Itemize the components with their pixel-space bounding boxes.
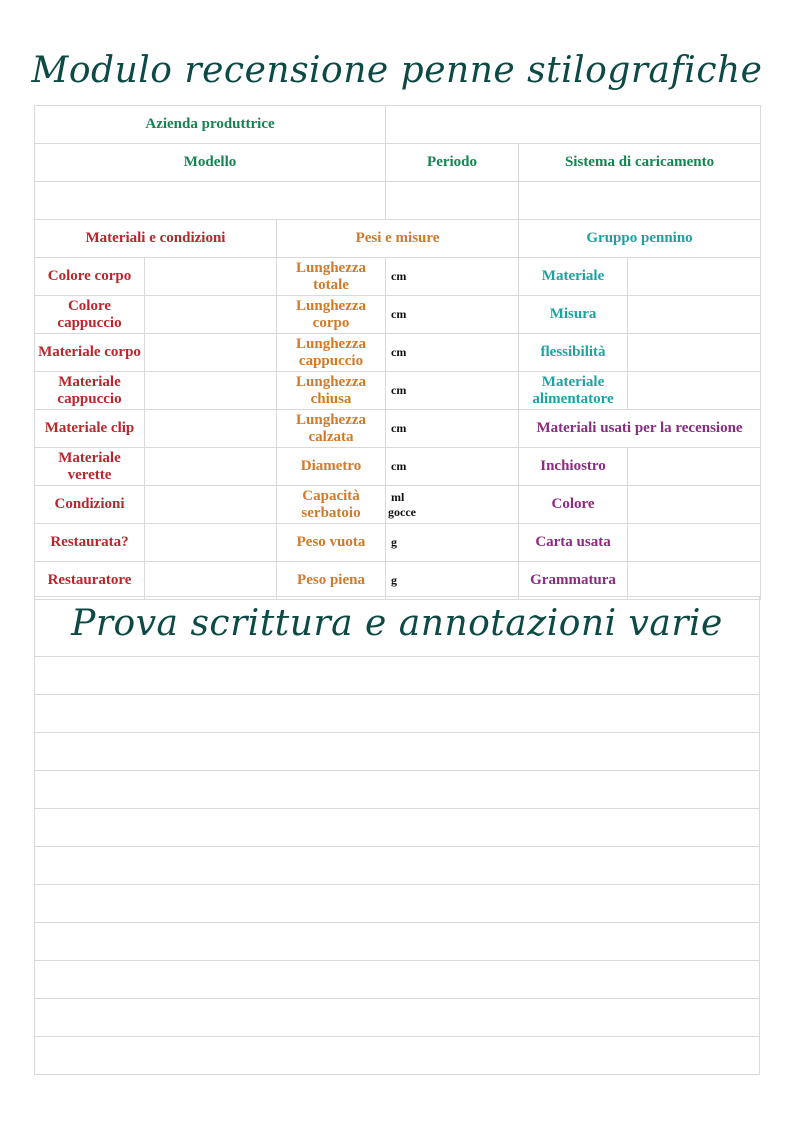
label-lunghezza-calzata: Lunghezza calzata xyxy=(277,410,386,448)
label-peso-piena: Peso piena xyxy=(277,562,386,600)
writing-lines-table xyxy=(34,596,760,1075)
input-modello[interactable] xyxy=(35,182,386,220)
writing-line[interactable] xyxy=(35,809,760,847)
page-title: Modulo recensione penne stilografiche xyxy=(31,50,763,91)
unit-label: cm xyxy=(391,269,407,283)
label-condizioni: Condizioni xyxy=(35,486,145,524)
label-sistema: Sistema di caricamento xyxy=(519,144,761,182)
label-grammatura: Grammatura xyxy=(519,562,628,600)
input-lunghezza-corpo[interactable] xyxy=(386,296,519,334)
input-colore-inchiostro[interactable] xyxy=(628,486,761,524)
input-inchiostro[interactable] xyxy=(628,448,761,486)
section-gruppo: Gruppo pennino xyxy=(519,220,761,258)
input-restaurata[interactable] xyxy=(145,524,277,562)
unit-label: g xyxy=(391,535,398,549)
input-colore-corpo[interactable] xyxy=(145,258,277,296)
input-flessibilita[interactable] xyxy=(628,334,761,372)
writing-line[interactable] xyxy=(35,1037,760,1075)
writing-line[interactable] xyxy=(35,657,760,695)
label-colore-corpo: Colore corpo xyxy=(35,258,145,296)
label-materiale-verette: Materiale verette xyxy=(35,448,145,486)
input-lunghezza-chiusa[interactable] xyxy=(386,372,519,410)
unit-label-ml: ml xyxy=(391,489,405,504)
input-materiale-verette[interactable] xyxy=(145,448,277,486)
writing-line[interactable] xyxy=(35,733,760,771)
input-azienda[interactable] xyxy=(386,106,761,144)
label-lunghezza-cappuccio: Lunghezza cappuccio xyxy=(277,334,386,372)
writing-line[interactable] xyxy=(35,961,760,999)
label-lunghezza-corpo: Lunghezza corpo xyxy=(277,296,386,334)
section-materiali-recensione: Materiali usati per la recensione xyxy=(519,410,761,448)
input-pennino-materiale[interactable] xyxy=(628,258,761,296)
label-materiale-clip: Materiale clip xyxy=(35,410,145,448)
input-materiale-cappuccio[interactable] xyxy=(145,372,277,410)
input-diametro[interactable] xyxy=(386,448,519,486)
label-colore-inchiostro: Colore xyxy=(519,486,628,524)
label-lunghezza-chiusa: Lunghezza chiusa xyxy=(277,372,386,410)
input-capacita-serbatoio[interactable] xyxy=(386,486,519,524)
label-capacita-serbatoio: Capacità serbatoio xyxy=(277,486,386,524)
writing-line[interactable] xyxy=(35,847,760,885)
input-carta-usata[interactable] xyxy=(628,524,761,562)
unit-label: cm xyxy=(391,307,407,321)
label-colore-cappuccio: Colore cappuccio xyxy=(35,296,145,334)
input-peso-piena[interactable] xyxy=(386,562,519,600)
unit-label: cm xyxy=(391,421,407,435)
label-materiale-cappuccio: Materiale cappuccio xyxy=(35,372,145,410)
input-materiale-alimentatore[interactable] xyxy=(628,372,761,410)
writing-line[interactable] xyxy=(35,771,760,809)
writing-line[interactable] xyxy=(35,923,760,961)
unit-label: cm xyxy=(391,459,407,473)
writing-line[interactable] xyxy=(35,695,760,733)
writing-line[interactable] xyxy=(35,999,760,1037)
label-lunghezza-totale: Lunghezza totale xyxy=(277,258,386,296)
label-materiale-corpo: Materiale corpo xyxy=(35,334,145,372)
label-flessibilita: flessibilità xyxy=(519,334,628,372)
writing-title: Prova scrittura e annotazioni varie xyxy=(71,603,723,644)
input-peso-vuota[interactable] xyxy=(386,524,519,562)
label-modello: Modello xyxy=(35,144,386,182)
input-pennino-misura[interactable] xyxy=(628,296,761,334)
label-peso-vuota: Peso vuota xyxy=(277,524,386,562)
label-carta-usata: Carta usata xyxy=(519,524,628,562)
input-materiale-clip[interactable] xyxy=(145,410,277,448)
review-form-table xyxy=(34,105,761,600)
label-materiale-alimentatore: Materiale alimentatore xyxy=(519,372,628,410)
section-materiali: Materiali e condizioni xyxy=(35,220,277,258)
input-grammatura[interactable] xyxy=(628,562,761,600)
input-sistema[interactable] xyxy=(519,182,761,220)
label-pennino-misura: Misura xyxy=(519,296,628,334)
label-diametro: Diametro xyxy=(277,448,386,486)
input-condizioni[interactable] xyxy=(145,486,277,524)
input-restauratore[interactable] xyxy=(145,562,277,600)
writing-line[interactable] xyxy=(35,885,760,923)
label-restaurata: Restaurata? xyxy=(35,524,145,562)
input-materiale-corpo[interactable] xyxy=(145,334,277,372)
unit-label: g xyxy=(391,573,398,587)
label-azienda: Azienda produttrice xyxy=(35,106,386,144)
input-colore-cappuccio[interactable] xyxy=(145,296,277,334)
label-inchiostro: Inchiostro xyxy=(519,448,628,486)
unit-label: cm xyxy=(391,345,407,359)
label-periodo: Periodo xyxy=(386,144,519,182)
unit-label: cm xyxy=(391,383,407,397)
label-pennino-materiale: Materiale xyxy=(519,258,628,296)
input-periodo[interactable] xyxy=(386,182,519,220)
unit-label-gocce: gocce xyxy=(388,504,417,519)
input-lunghezza-calzata[interactable] xyxy=(386,410,519,448)
label-restauratore: Restauratore xyxy=(35,562,145,600)
input-lunghezza-totale[interactable] xyxy=(386,258,519,296)
input-lunghezza-cappuccio[interactable] xyxy=(386,334,519,372)
section-pesi: Pesi e misure xyxy=(277,220,519,258)
